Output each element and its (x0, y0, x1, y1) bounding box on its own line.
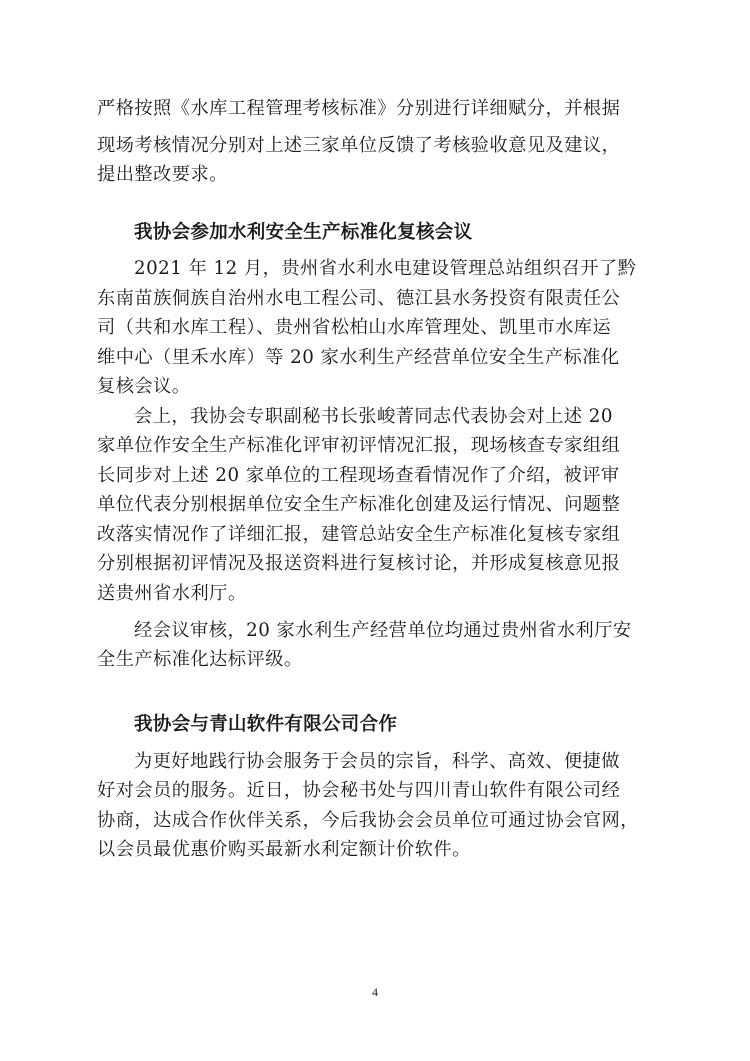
page-number: 4 (372, 985, 378, 999)
section-heading-software-cooperation: 我协会与青山软件有限公司合作 (134, 714, 398, 735)
section1-p2-line-7: 送贵州省水利厅。 (97, 583, 247, 604)
section2-p1-line-1: 为更好地践行协会服务于会员的宗旨，科学、高效、便捷做 (134, 751, 620, 772)
section1-p1-line-4: 维中心（里禾水库）等 20 家水利生产经营单位安全生产标准化 (97, 347, 620, 368)
section1-p1-line-2: 东南苗族侗族自治州水电工程公司、德江县水务投资有限责任公 (97, 288, 621, 309)
section1-p2-line-5: 改落实情况作了详细汇报，建管总站安全生产标准化复核专家组 (97, 524, 621, 545)
intro-line-2: 现场考核情况分别对上述三家单位反馈了考核验收意见及建议， (97, 135, 621, 156)
section1-p2-line-1: 会上，我协会专职副秘书长张峻菁同志代表协会对上述 20 (134, 406, 613, 427)
section1-p1-line-3: 司（共和水库工程）、贵州省松柏山水库管理处、凯里市水库运 (97, 317, 612, 338)
section2-p1-line-3: 协商，达成合作伙伴关系，今后我协会会员单位可通过协会官网， (97, 810, 639, 831)
section2-p1-line-2: 好对会员的服务。近日，协会秘书处与四川青山软件有限公司经 (97, 780, 621, 801)
section1-p1-line-5: 复核会议。 (97, 376, 191, 397)
section1-p2-line-3: 长同步对上述 20 家单位的工程现场查看情况作了介绍，被评审 (97, 465, 620, 486)
intro-line-3: 提出整改要求。 (97, 164, 228, 185)
section1-p3-line-2: 全生产标准化达标评级。 (97, 649, 303, 670)
section1-p2-line-2: 家单位作安全生产标准化评审初评情况汇报，现场核查专家组组 (97, 435, 621, 456)
section-heading-safety-review: 我协会参加水利安全生产标准化复核会议 (134, 222, 473, 243)
section1-p2-line-4: 单位代表分别根据单位安全生产标准化创建及运行情况、问题整 (97, 494, 621, 515)
section2-p1-line-4: 以会员最优惠价购买最新水利定额计价软件。 (97, 839, 471, 860)
section1-p1-line-1: 2021 年 12 月，贵州省水利水电建设管理总站组织召开了黔 (134, 258, 637, 279)
section1-p2-line-6: 分别根据初评情况及报送资料进行复核讨论，并形成复核意见报 (97, 553, 621, 574)
intro-line-1: 严格按照《水库工程管理考核标准》分别进行详细赋分，并根据 (97, 98, 621, 119)
section1-p3-line-1: 经会议审核，20 家水利生产经营单位均通过贵州省水利厅安 (134, 620, 632, 641)
